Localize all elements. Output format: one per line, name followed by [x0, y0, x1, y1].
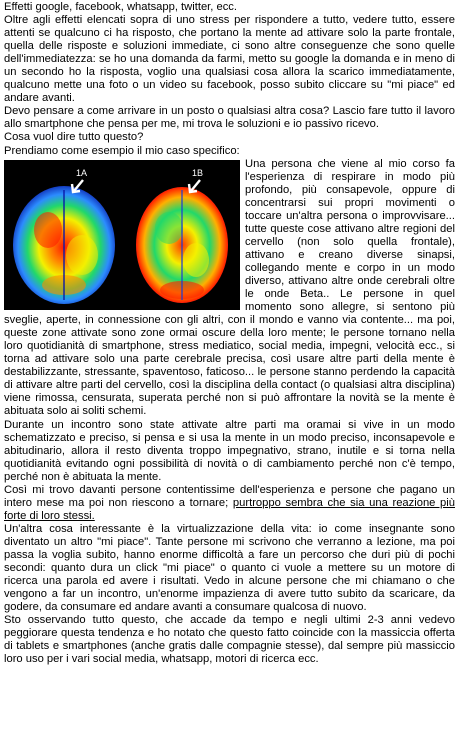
paragraph-smartphone: Devo pensare a come arrivare in un posto o qualsiasi altra cosa? Lascio fare tutto il lavoro allo smartphone che pensa per me, mi trova le soluzioni e io passivo ricevo. [4, 105, 455, 131]
paragraph-observation: Sto osservando tutto questo, che accade da tempo e negli ultimi 2-3 anni vedevo peggiorare questa tendenza e ho notato che questo fatto coincide con la massiccia offerta di tablets e smartphones (anche gratis dalle compagnie stesse), dal sempre più massiccio loro uso per i vari social media, whatsapp, motori di ricerca ecc. [4, 614, 455, 666]
underlined-sentence: purtroppo sembra che sia una reazione più forte di loro stessi. [4, 496, 455, 522]
paragraph-virtualization: Un'altra cosa interessante è la virtualizzazione della vita: io come insegnante sono diventato un altro "mi piace". Tante persone mi scrivono che verranno a lezione, ma poi passa la voglia subito, hanno enorme difficoltà a fare un percorso che duri più di pochi secondi: quanto dura un click "mi piace" o quanto ci vuole a mettere su un motore di ricerca una parola ed avere i risultati. Vedo in alcune persone che mi chiamano o che vengono a far un incontro, un'enorme impazienza di avere tutto subito da scaricare, da godere, da consumare ed andare avanti a consumare qualcosa di nuovo. [4, 522, 455, 614]
brain-scan-figure [4, 160, 240, 310]
paragraph-title: Effetti google, facebook, whatsapp, twitter, ecc. [4, 1, 238, 13]
paragraph-meeting: Durante un incontro sono state attivate altre parti ma oramai si vive in un modo schematizzato e preciso, si pensa e si usa la mente in un modo preciso, inconsapevole e abitudinario, allora il resto diventa troppo impegnativo, strano, inutile e si torna nella quotidianità evitando ogni possibilità di novità o di cambiamento perché non c'è tempo, perché non è abituata la mente. [4, 418, 455, 483]
paragraph-effects: Oltre agli effetti elencati sopra di uno stress per rispondere a tutto, vedere tutto, essere attenti se qualcuno ci ha risposto, che portano la mente ad attivare solo la parte frontale, quella delle risposte e soluzioni immediate, ci sono altre conseguenze che sono quelle dell'immediatezza: se ho una domanda da farmi, metto su google la domanda e in meno di un secondo ho la risposta, voglio una qualsiasi cosa allora la scarico immediatamente, qualcuno mette una foto o un video su facebook, posso subito cliccare su "mi piace" ed andare avanti. [4, 14, 455, 105]
scan-label-1b: 1B [192, 167, 204, 178]
paragraph-people-text: Così mi trovo davanti persone contentissime dell'esperienza e persone che pagano un intero mese ma poi non riescono a tornare; [4, 483, 455, 509]
scan-label-1a: 1A [76, 167, 88, 178]
paragraph-question: Cosa vuol dire tutto questo? [4, 131, 144, 144]
paragraph-example: Prendiamo come esempio il mio caso specifico: [4, 144, 240, 157]
paragraph-people [4, 484, 455, 523]
paragraph-course-experience: Una persona che viene al mio corso fa l'esperienza di respirare in modo più profondo, più consapevole, oppure di concentrarsi sui propri movimenti o toccare un'altra persona o improvvisare... tutte queste cose attivano altre regioni del cervello (non solo quella frontale), attivano e creano diverse sinapsi, collegando mente e corpo in un modo diverso, attivano altre onde cerebrali oltre le onde Beta.. Le persone in quel momento sono allegre, si sentono più sveglie, aperte, in connessione con gli altri, con il mondo e vanno via contente... ma poi, queste zone attivate sono zone ormai oscure della loro mente; le persone tornano nella loro quotidianità di smartphone, stress mediatico, social media, impegni, velocità ecc., si torna ad attivare solo una parte cerebrale precisa, così usare altre parti della mente è destabilizzante, stressante, spaventoso, faticoso... le persone stanno perdendo la capacità di attivare altre parti del cervello, così la disciplina della contact (o qualsiasi altra disciplina) viene rimossa, censurata, superata perché non si può affrontare la novità se la mente è abituata solo ai soliti schemi. [4, 157, 455, 418]
figure-text-block [4, 158, 455, 419]
brain-scan-image [4, 160, 240, 310]
